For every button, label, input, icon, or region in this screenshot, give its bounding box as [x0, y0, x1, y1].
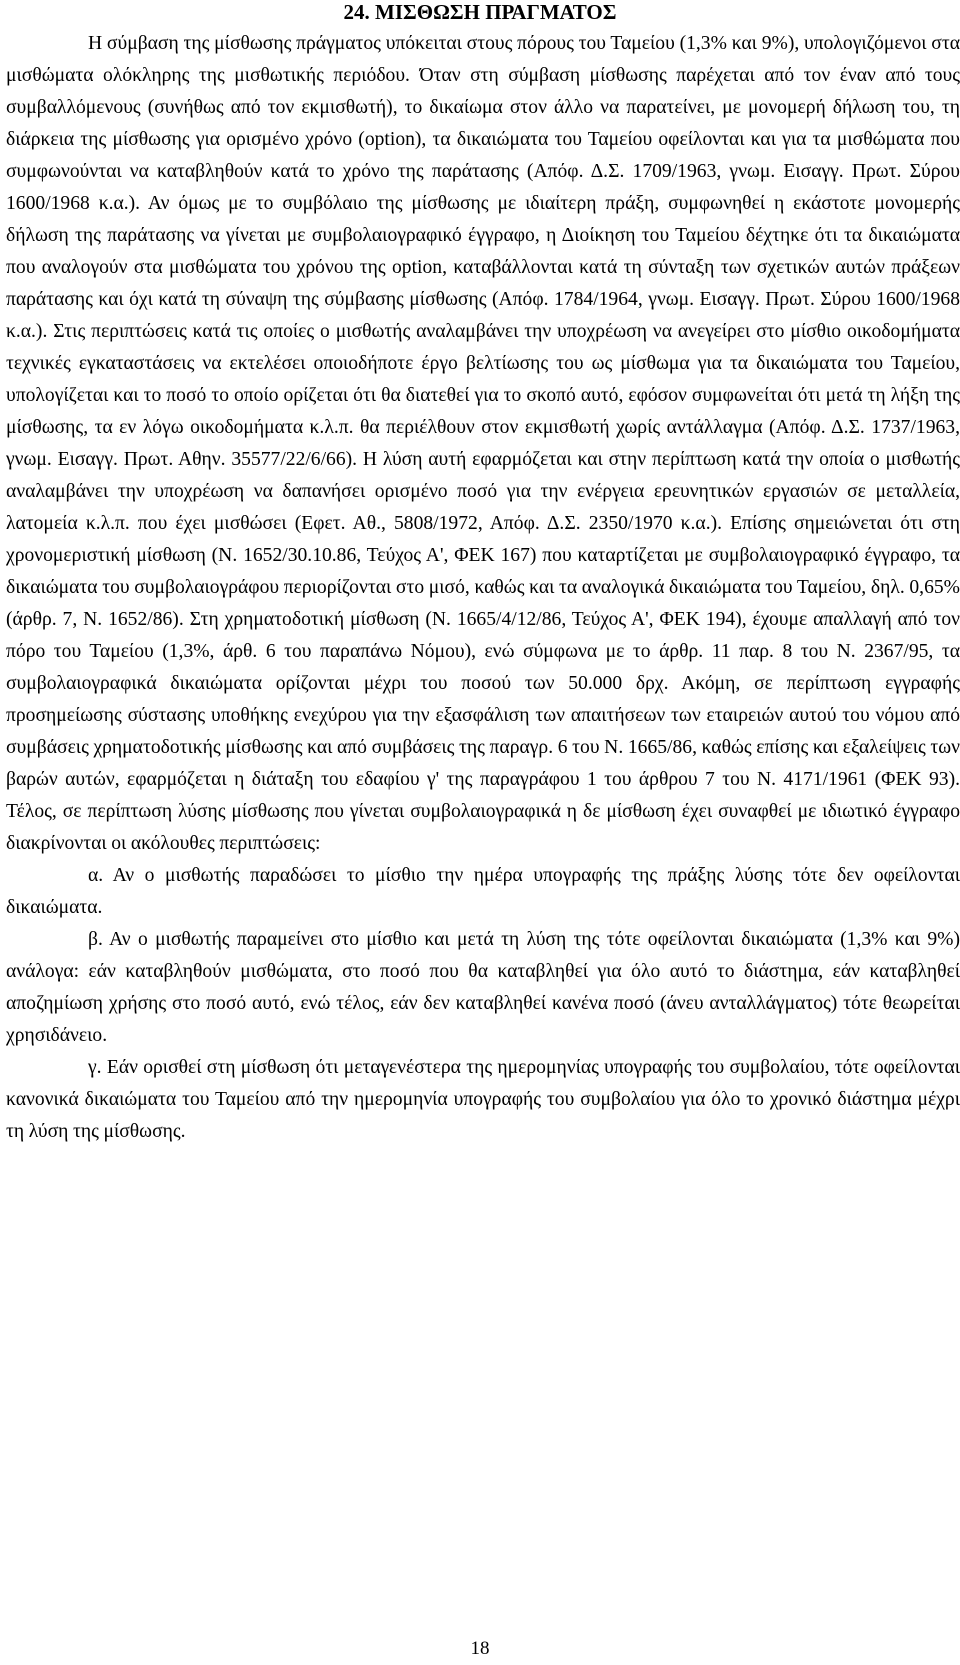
body-paragraph-case-c: γ. Εάν ορισθεί στη μίσθωση ότι μεταγενέστερα της ημερομηνίας υπογραφής του συμβολαίου, τότε οφείλονται κανονικά δικαιώματα του Ταμείου από την ημερομηνία υπογραφής του συμβολαίου για όλο το χρονικό διάστημα μέχρι τη λύση της μίσθωσης.: [6, 1057, 960, 1142]
body-paragraph-main: Η σύμβαση της μίσθωσης πράγματος υπόκειται στους πόρους του Ταμείου (1,3% και 9%), υπολογιζόμενοι στα μισθώματα ολόκληρης της μισθωτικής περιόδου. Όταν στη σύμβαση μίσθωσης παρέχεται από τον έναν από τους συμβαλλόμενους (συνήθως από τον εκμισθωτή), το δικαίωμα στον άλλο να παρατείνει, με μονομερή δήλωση του, τη διάρκεια της μίσθωσης για ορισμένο χρόνο (option), τα δικαιώματα του Ταμείου οφείλονται και για τα μισθώματα που συμφωνούνται να καταβληθούν κατά το χρόνο της παράτασης (Απόφ. Δ.Σ. 1709/1963, γνωμ. Εισαγγ. Πρωτ. Σύρου 1600/1968 κ.α.). Αν όμως με το συμβόλαιο της μίσθωσης με ιδιαίτερη πράξη, συμφωνηθεί η εκάστοτε μονομερής δήλωση της παράτασης να γίνεται με συμβολαιογραφικό έγγραφο, η Διοίκηση του Ταμείου δέχτηκε ότι τα δικαιώματα που αναλογούν στα μισθώματα του χρόνου της option, καταβάλλονται κατά τη σύνταξη των σχετικών αυτών πράξεων παράτασης και όχι κατά τη σύναψη της σύμβασης μίσθωσης (Απόφ. 1784/1964, γνωμ. Εισαγγ. Πρωτ. Σύρου 1600/1968 κ.α.). Στις περιπτώσεις κατά τις οποίες ο μισθωτής αναλαμβάνει την υποχρέωση να ανεγείρει στο μίσθιο οικοδομήματα τεχνικές εγκαταστάσεις να εκτελέσει οποιοδήποτε έργο βελτίωσης του ως μίσθωμα για τα δικαιώματα του Ταμείου, υπολογίζεται και το ποσό το οποίο ορίζεται ότι θα διατεθεί για το σκοπό αυτό, εφόσον συμφωνείται ότι μετά τη λήξη της μίσθωσης, τα εν λόγω οικοδομήματα κ.λ.π. θα περιέλθουν στον εκμισθωτή χωρίς αντάλλαγμα (Απόφ. Δ.Σ. 1737/1963, γνωμ. Εισαγγ. Πρωτ. Αθην. 35577/22/6/66). Η λύση αυτή εφαρμόζεται και στην περίπτωση κατά την οποία ο μισθωτής αναλαμβάνει την υποχρέωση να δαπανήσει ορισμένο ποσό για την ενέργεια ερευνητικών εργασιών σε μεταλλεία, λατομεία κ.λ.π. που έχει μισθώσει (Εφετ. Αθ., 5808/1972, Απόφ. Δ.Σ. 2350/1970 κ.α.). Επίσης σημειώνεται ότι στη χρονομεριστική μίσθωση (Ν. 1652/30.10.86, Τεύχος Α', ΦΕΚ 167) που καταρτίζεται με συμβολαιογραφικό έγγραφο, τα δικαιώματα του συμβολαιογράφου περιορίζονται στο μισό, καθώς και τα αναλογικά δικαιώματα του Ταμείου, δηλ. 0,65% (άρθρ. 7, Ν. 1652/86). Στη χρηματοδοτική μίσθωση (Ν. 1665/4/12/86, Τεύχος Α', ΦΕΚ 194), έχουμε απαλλαγή από τον πόρο του Ταμείου (1,3%, άρθ. 6 του παραπάνω Νόμου), ενώ σύμφωνα με το άρθρ. 11 παρ. 8 του Ν. 2367/95, τα συμβολαιογραφικά δικαιώματα ορίζονται μέχρι του ποσού των 50.000 δρχ. Ακόμη, σε περίπτωση εγγραφής προσημείωσης σύστασης υποθήκης ενεχύρου για την εξασφάλιση των απαιτήσεων των εταιρειών αυτού του νόμου από συμβάσεις χρηματοδοτικής μίσθωσης και από συμβάσεις της παραγρ. 6 του Ν. 1665/86, καθώς επίσης και εξαλείψεις των βαρών αυτών, εφαρμόζεται η διάταξη του εδαφίου γ' της παραγράφου 1 του άρθρου 7 του Ν. 4171/1961 (ΦΕΚ 93). Τέλος, σε περίπτωση λύσης μίσθωσης που γίνεται συμβολαιογραφικά η δε μίσθωση έχει συναφθεί με ιδιωτικό έγγραφο διακρίνονται οι ακόλουθες περιπτώσεις:: [6, 33, 960, 854]
section-title: 24. ΜΙΣΘΩΣΗ ΠΡΑΓΜΑΤΟΣ: [343, 0, 617, 24]
document-body: [6, 28, 960, 1148]
body-paragraph-case-a: α. Αν ο μισθωτής παραδώσει το μίσθιο την ημέρα υπογραφής της πράξης λύσης τότε δεν οφείλονται δικαιώματα.: [6, 865, 960, 918]
page-number: 18: [470, 1638, 490, 1659]
body-paragraph-case-b: β. Αν ο μισθωτής παραμείνει στο μίσθιο και μετά τη λύση της τότε οφείλονται δικαιώματα (1,3% και 9%) ανάλογα: εάν καταβληθούν μισθώματα, στο ποσό που θα καταβληθεί για όλο αυτό το διάστημα, εάν καταβληθεί αποζημίωση χρήσης στο ποσό αυτό, ενώ τέλος, εάν δεν καταβληθεί κανένα ποσό (άνευ ανταλλάγματος) τότε θεωρείται χρησιδάνειο.: [6, 929, 960, 1046]
